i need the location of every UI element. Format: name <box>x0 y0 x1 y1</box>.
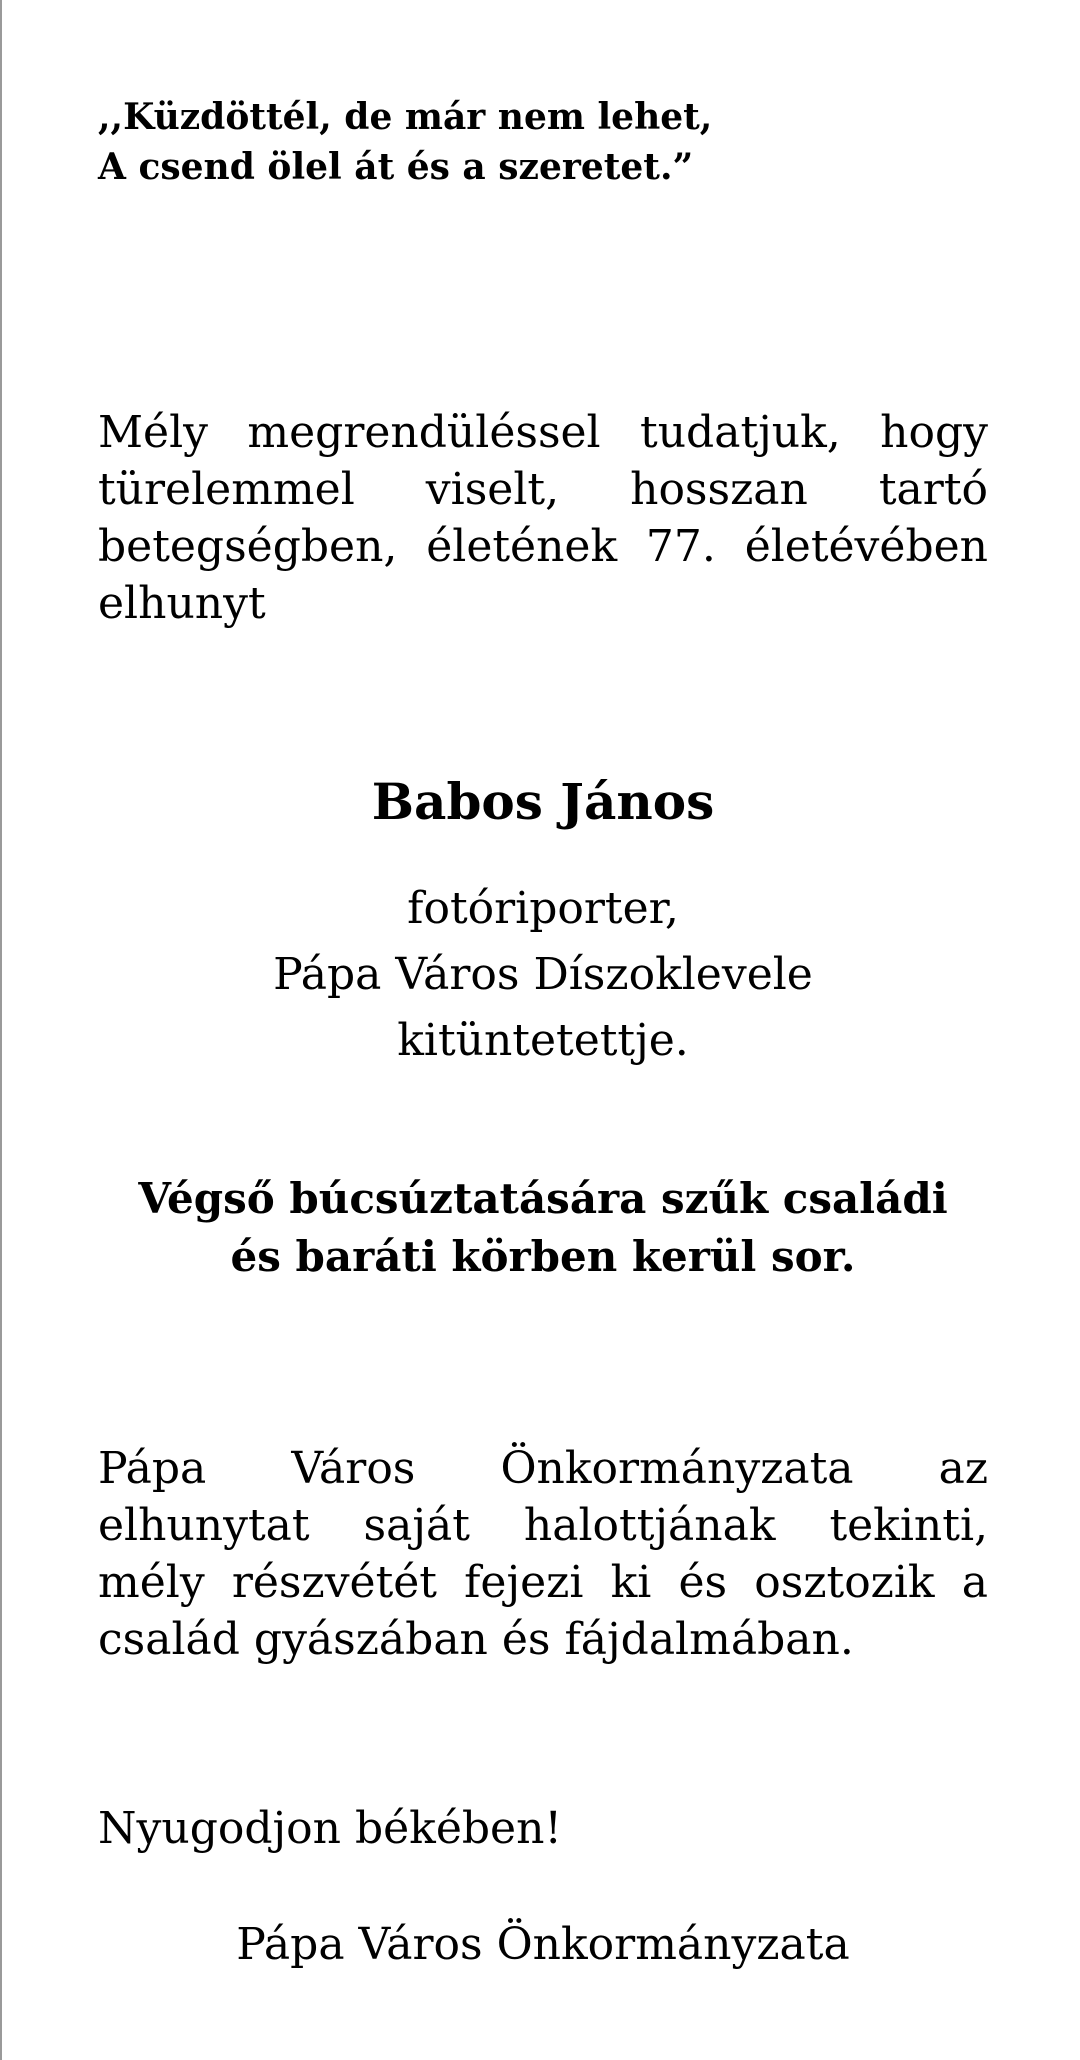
rest-in-peace: Nyugodjon békében! <box>98 1803 563 1854</box>
deceased-title-line-3: kitüntetettje. <box>397 1015 689 1066</box>
signature: Pápa Város Önkormányzata <box>236 1919 850 1970</box>
farewell-notice <box>98 1170 988 1286</box>
announcement-paragraph <box>98 404 988 632</box>
page-left-border <box>0 0 2 2060</box>
condolence-line-3: mély részvétét fejezi ki és osztozik a <box>98 1557 988 1608</box>
farewell-line-1: Végső búcsúztatására szűk családi <box>138 1174 948 1223</box>
farewell-line-2: és baráti körben kerül sor. <box>230 1232 856 1281</box>
deceased-titles <box>98 876 988 1074</box>
condolence-line-1: Pápa Város Önkormányzata az <box>98 1443 988 1494</box>
announcement-line-4: elhunyt <box>98 578 266 629</box>
condolence-line-4: család gyászában és fájdalmában. <box>98 1614 854 1665</box>
announcement-line-3: betegségben, életének 77. életévében <box>98 521 988 572</box>
motto-line-1: ,,Küzdöttél, de már nem lehet, <box>98 96 713 138</box>
condolence-paragraph <box>98 1440 988 1668</box>
announcement-line-1: Mély megrendüléssel tudatjuk, hogy <box>98 407 988 458</box>
deceased-title-line-2: Pápa Város Díszoklevele <box>273 949 813 1000</box>
condolence-line-2: elhunytat saját halottjának tekinti, <box>98 1500 988 1551</box>
announcement-line-2: türelemmel viselt, hosszan tartó <box>98 464 988 515</box>
deceased-title-line-1: fotóriporter, <box>407 883 679 934</box>
motto-line-2: A csend ölel át és a szeretet.” <box>98 146 694 188</box>
deceased-name: Babos János <box>371 772 715 831</box>
motto-quote <box>98 92 988 192</box>
